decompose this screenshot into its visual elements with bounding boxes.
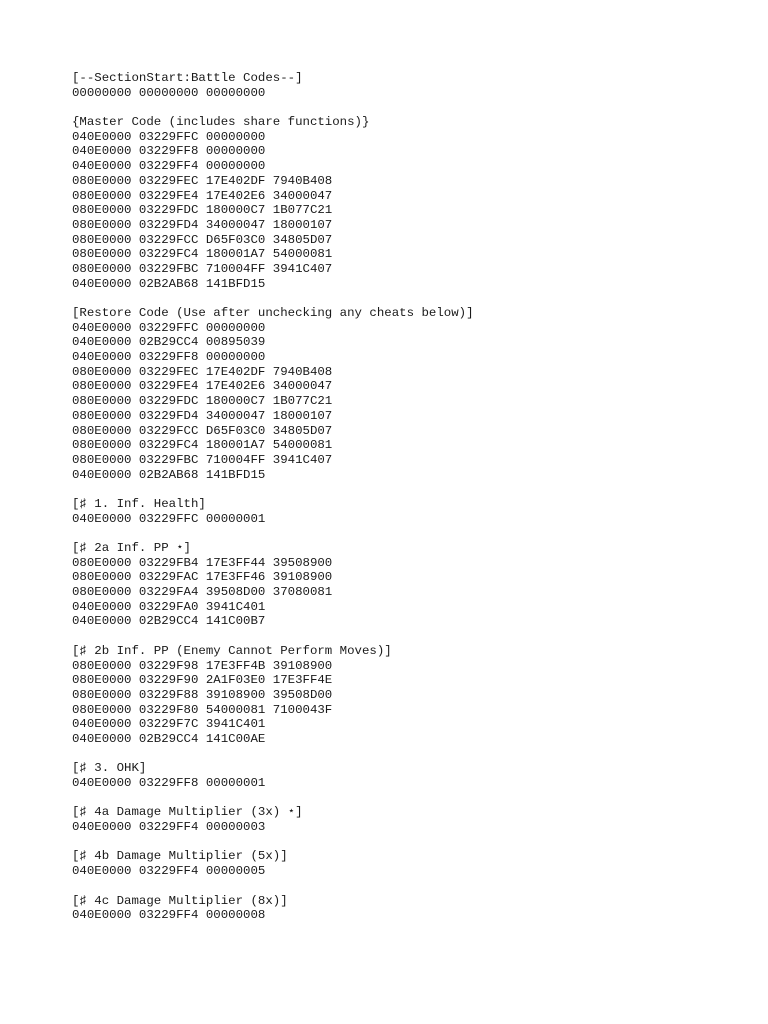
section-heading: [♯ 4a Damage Multiplier (3x) ⋆] xyxy=(72,805,303,820)
code-line: 040E0000 03229F7C 3941C401 xyxy=(72,717,266,732)
code-line: 040E0000 03229FFC 00000000 xyxy=(72,320,266,335)
code-line: 080E0000 03229FD4 34000047 18000107 xyxy=(72,408,333,423)
section-heading: [♯ 4c Damage Multiplier (8x)] xyxy=(72,893,288,908)
section-heading: [♯ 4b Damage Multiplier (5x)] xyxy=(72,849,288,864)
code-line: 040E0000 02B29CC4 141C00AE xyxy=(72,731,266,746)
code-line: 040E0000 03229FF4 00000003 xyxy=(72,820,266,835)
section-heading: [♯ 3. OHK] xyxy=(72,761,147,776)
code-line: 040E0000 03229FFC 00000000 xyxy=(72,129,266,144)
code-line: 080E0000 03229FC4 180001A7 54000081 xyxy=(72,438,333,453)
section-heading: [Restore Code (Use after unchecking any cheats below)] xyxy=(72,306,474,320)
code-line: 080E0000 03229FA4 39508D00 37080081 xyxy=(72,585,333,600)
code-line: 040E0000 03229FA0 3941C401 xyxy=(72,599,266,614)
section-heading: [♯ 1. Inf. Health] xyxy=(72,496,206,511)
code-block xyxy=(72,497,752,526)
code-line: 080E0000 03229FB4 17E3FF44 39508900 xyxy=(72,555,333,570)
code-block xyxy=(72,306,752,482)
code-line: 080E0000 03229FEC 17E402DF 7940B408 xyxy=(72,173,333,188)
code-line: 080E0000 03229FE4 17E402E6 34000047 xyxy=(72,379,333,394)
code-line: 040E0000 03229FF8 00000000 xyxy=(72,350,266,365)
section-heading: [--SectionStart:Battle Codes--] xyxy=(72,71,303,85)
code-line: 040E0000 03229FFC 00000001 xyxy=(72,511,266,526)
code-line: 040E0000 02B2AB68 141BFD15 xyxy=(72,276,266,291)
code-line: 040E0000 03229FF4 00000005 xyxy=(72,864,266,879)
code-block xyxy=(72,115,752,291)
code-line: 080E0000 03229FC4 180001A7 54000081 xyxy=(72,247,333,262)
code-line: 040E0000 03229FF4 00000008 xyxy=(72,908,266,923)
code-line: 080E0000 03229FBC 710004FF 3941C407 xyxy=(72,452,333,467)
code-line: 040E0000 03229FF8 00000000 xyxy=(72,144,266,159)
code-line: 080E0000 03229FD4 34000047 18000107 xyxy=(72,217,333,232)
code-line: 080E0000 03229FAC 17E3FF46 39108900 xyxy=(72,570,333,585)
code-line: 080E0000 03229F98 17E3FF4B 39108900 xyxy=(72,658,333,673)
code-line: 080E0000 03229FCC D65F03C0 34805D07 xyxy=(72,232,333,247)
section-heading: [♯ 2a Inf. PP ⋆] xyxy=(72,541,191,555)
code-line: 080E0000 03229FDC 180000C7 1B077C21 xyxy=(72,203,333,218)
code-line: 040E0000 02B29CC4 141C00B7 xyxy=(72,614,266,629)
code-line: 080E0000 03229F88 39108900 39508D00 xyxy=(72,687,333,702)
code-line: 080E0000 03229F90 2A1F03E0 17E3FF4E xyxy=(72,673,333,688)
code-line: 00000000 00000000 00000000 xyxy=(72,85,266,100)
code-block xyxy=(72,541,752,629)
section-heading: {Master Code (includes share functions)} xyxy=(72,115,370,130)
code-line: 040E0000 02B2AB68 141BFD15 xyxy=(72,467,266,482)
code-line: 040E0000 03229FF4 00000000 xyxy=(72,159,266,174)
code-block xyxy=(72,805,752,834)
section-heading: [♯ 2b Inf. PP (Enemy Cannot Perform Moves)] xyxy=(72,643,392,658)
code-line: 080E0000 03229FDC 180000C7 1B077C21 xyxy=(72,394,333,409)
code-line: 080E0000 03229FCC D65F03C0 34805D07 xyxy=(72,423,333,438)
code-line: 040E0000 02B29CC4 00895039 xyxy=(72,335,266,350)
code-block xyxy=(72,849,752,878)
code-line: 080E0000 03229FBC 710004FF 3941C407 xyxy=(72,261,333,276)
code-block xyxy=(72,894,752,923)
code-line: 080E0000 03229FE4 17E402E6 34000047 xyxy=(72,188,333,203)
code-line: 080E0000 03229FEC 17E402DF 7940B408 xyxy=(72,364,333,379)
code-block xyxy=(72,71,752,100)
code-block xyxy=(72,761,752,790)
code-line: 080E0000 03229F80 54000081 7100043F xyxy=(72,702,333,717)
code-block xyxy=(72,644,752,747)
code-line: 040E0000 03229FF8 00000001 xyxy=(72,776,266,790)
cheat-code-document xyxy=(72,71,752,938)
